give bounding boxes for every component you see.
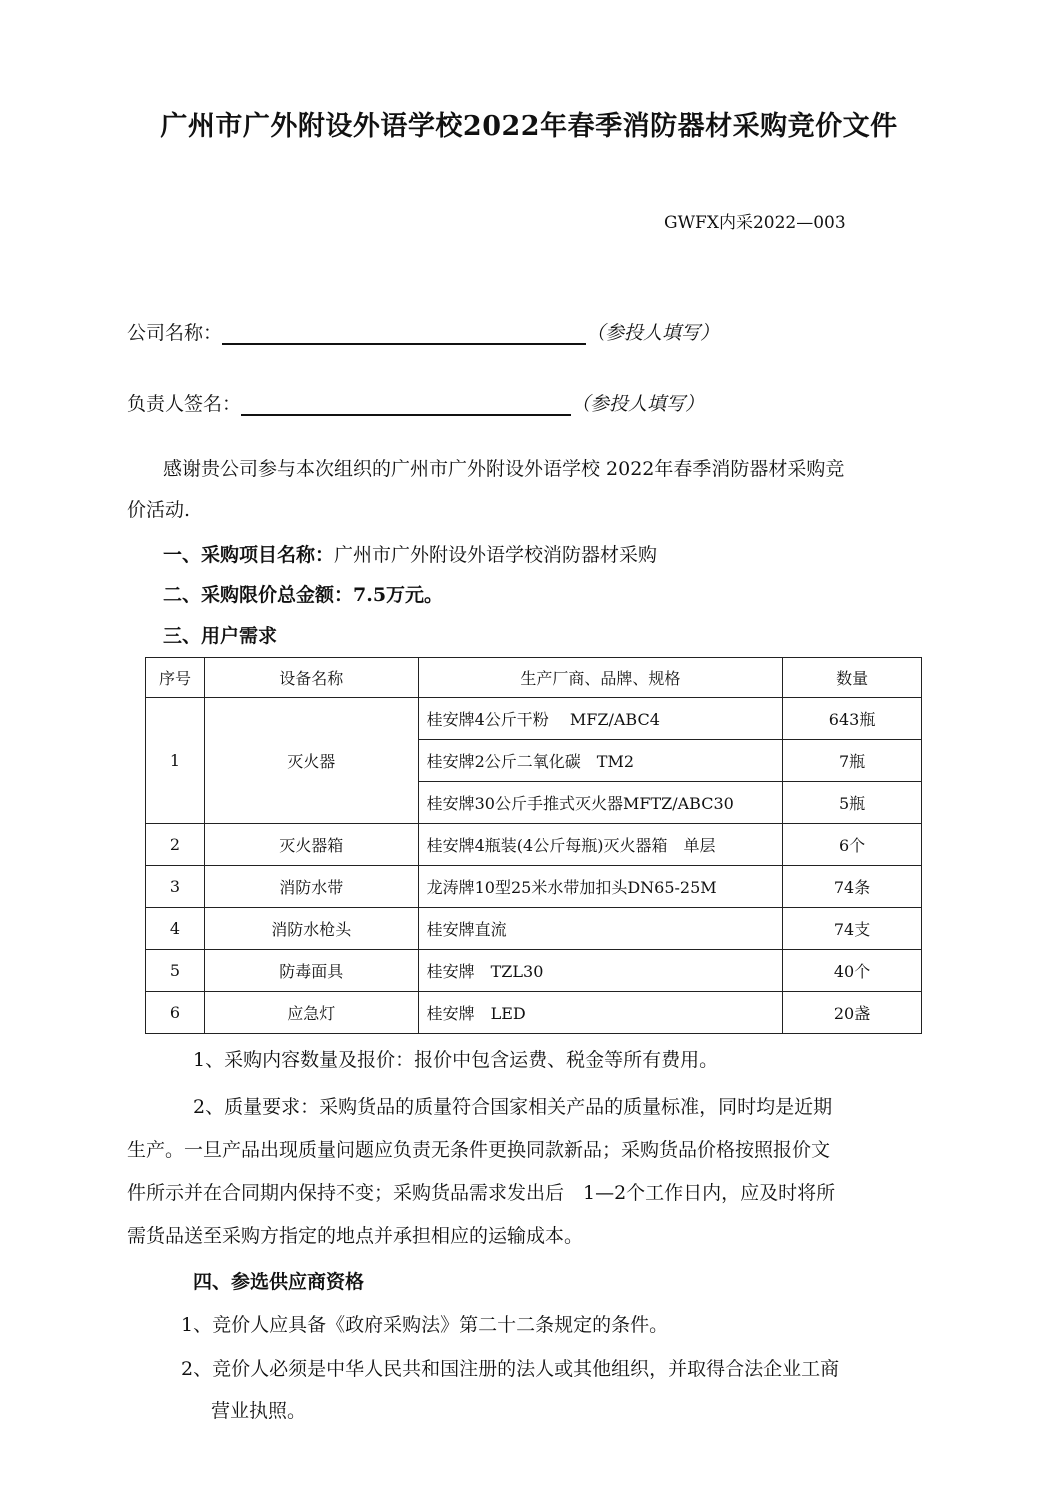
company-name-label: 公司名称： — [127, 322, 223, 344]
table-row — [146, 824, 922, 866]
requirements-table — [145, 657, 922, 1034]
row-device-name: 灭火器箱 — [204, 824, 418, 866]
section-4: 四、参选供应商资格 — [193, 1271, 365, 1293]
company-name-field — [127, 318, 719, 345]
note-2-line-4: 需货品送至采购方指定的地点并承担相应的运输成本。 — [127, 1225, 584, 1247]
table-row — [146, 908, 922, 950]
header-qty: 数量 — [783, 658, 922, 698]
row-qty: 5瓶 — [783, 782, 922, 824]
row-spec: 桂安牌4瓶装(4公斤每瓶)灭火器箱 单层 — [418, 824, 783, 866]
row-no: 3 — [146, 866, 205, 908]
table-row — [146, 950, 922, 992]
row-device-name: 应急灯 — [204, 992, 418, 1034]
row-qty: 74支 — [783, 908, 922, 950]
row-spec: 桂安牌 TZL30 — [418, 950, 783, 992]
row-qty: 74条 — [783, 866, 922, 908]
qualification-2-line-1: 2、竞价人必须是中华人民共和国注册的法人或其他组织，并取得合法企业工商 — [181, 1358, 840, 1380]
row-spec: 桂安牌4公斤干粉 MFZ/ABC4 — [418, 698, 783, 740]
row-qty: 7瓶 — [783, 740, 922, 782]
row-qty: 6个 — [783, 824, 922, 866]
intro-line-1: 感谢贵公司参与本次组织的广州市广外附设外语学校 2022年春季消防器材采购竞 — [163, 458, 845, 480]
row-qty: 40个 — [783, 950, 922, 992]
row-no: 6 — [146, 992, 205, 1034]
signer-hint: （参投人填写） — [571, 393, 705, 415]
table-header-row — [146, 658, 922, 698]
intro-line-2: 价活动. — [127, 499, 191, 521]
row-device-name: 消防水带 — [204, 866, 418, 908]
row-qty: 20盏 — [783, 992, 922, 1034]
row-device-name: 灭火器 — [204, 698, 418, 824]
header-device-name: 设备名称 — [204, 658, 418, 698]
company-name-blank[interactable] — [222, 323, 586, 345]
row-spec: 桂安牌直流 — [418, 908, 783, 950]
row-no: 2 — [146, 824, 205, 866]
signer-blank[interactable] — [241, 394, 571, 416]
section-3: 三、用户需求 — [163, 625, 278, 647]
row-device-name: 防毒面具 — [204, 950, 418, 992]
section-1-label: 一、采购项目名称： — [163, 544, 335, 566]
qualification-1: 1、竞价人应具备《政府采购法》第二十二条规定的条件。 — [181, 1314, 669, 1336]
section-2: 二、采购限价总金额：7.5万元。 — [163, 584, 444, 606]
table-row — [146, 866, 922, 908]
row-no: 5 — [146, 950, 205, 992]
row-spec: 桂安牌30公斤手推式灭火器MFTZ/ABC30 — [418, 782, 783, 824]
row-spec: 龙涛牌10型25米水带加扣头DN65-25M — [418, 866, 783, 908]
table-row — [146, 992, 922, 1034]
row-no: 4 — [146, 908, 205, 950]
header-spec: 生产厂商、品牌、规格 — [418, 658, 783, 698]
row-no: 1 — [146, 698, 205, 824]
section-1 — [163, 535, 657, 575]
row-spec: 桂安牌2公斤二氧化碳 TM2 — [418, 740, 783, 782]
row-spec: 桂安牌 LED — [418, 992, 783, 1034]
note-2-line-3: 件所示并在合同期内保持不变；采购货品需求发出后 1—2个工作日内，应及时将所 — [127, 1182, 836, 1204]
note-2-line-2: 生产。一旦产品出现质量问题应负责无条件更换同款新品；采购货品价格按照报价文 — [127, 1139, 831, 1161]
table-row — [146, 698, 922, 740]
note-2-line-1: 2、质量要求：采购货品的质量符合国家相关产品的质量标准，同时均是近期 — [193, 1096, 833, 1118]
section-1-value: 广州市广外附设外语学校消防器材采购 — [334, 544, 658, 566]
company-name-hint: （参投人填写） — [586, 322, 720, 344]
header-no: 序号 — [146, 658, 205, 698]
document-number: GWFX内采2022—003 — [664, 213, 846, 233]
signer-field — [127, 389, 704, 416]
row-qty: 643瓶 — [783, 698, 922, 740]
qualification-2-line-2: 营业执照。 — [211, 1400, 307, 1422]
signer-label: 负责人签名： — [127, 393, 242, 415]
row-device-name: 消防水枪头 — [204, 908, 418, 950]
note-1: 1、采购内容数量及报价：报价中包含运费、税金等所有费用。 — [193, 1049, 719, 1071]
document-title: 广州市广外附设外语学校2022年春季消防器材采购竞价文件 — [160, 111, 898, 142]
